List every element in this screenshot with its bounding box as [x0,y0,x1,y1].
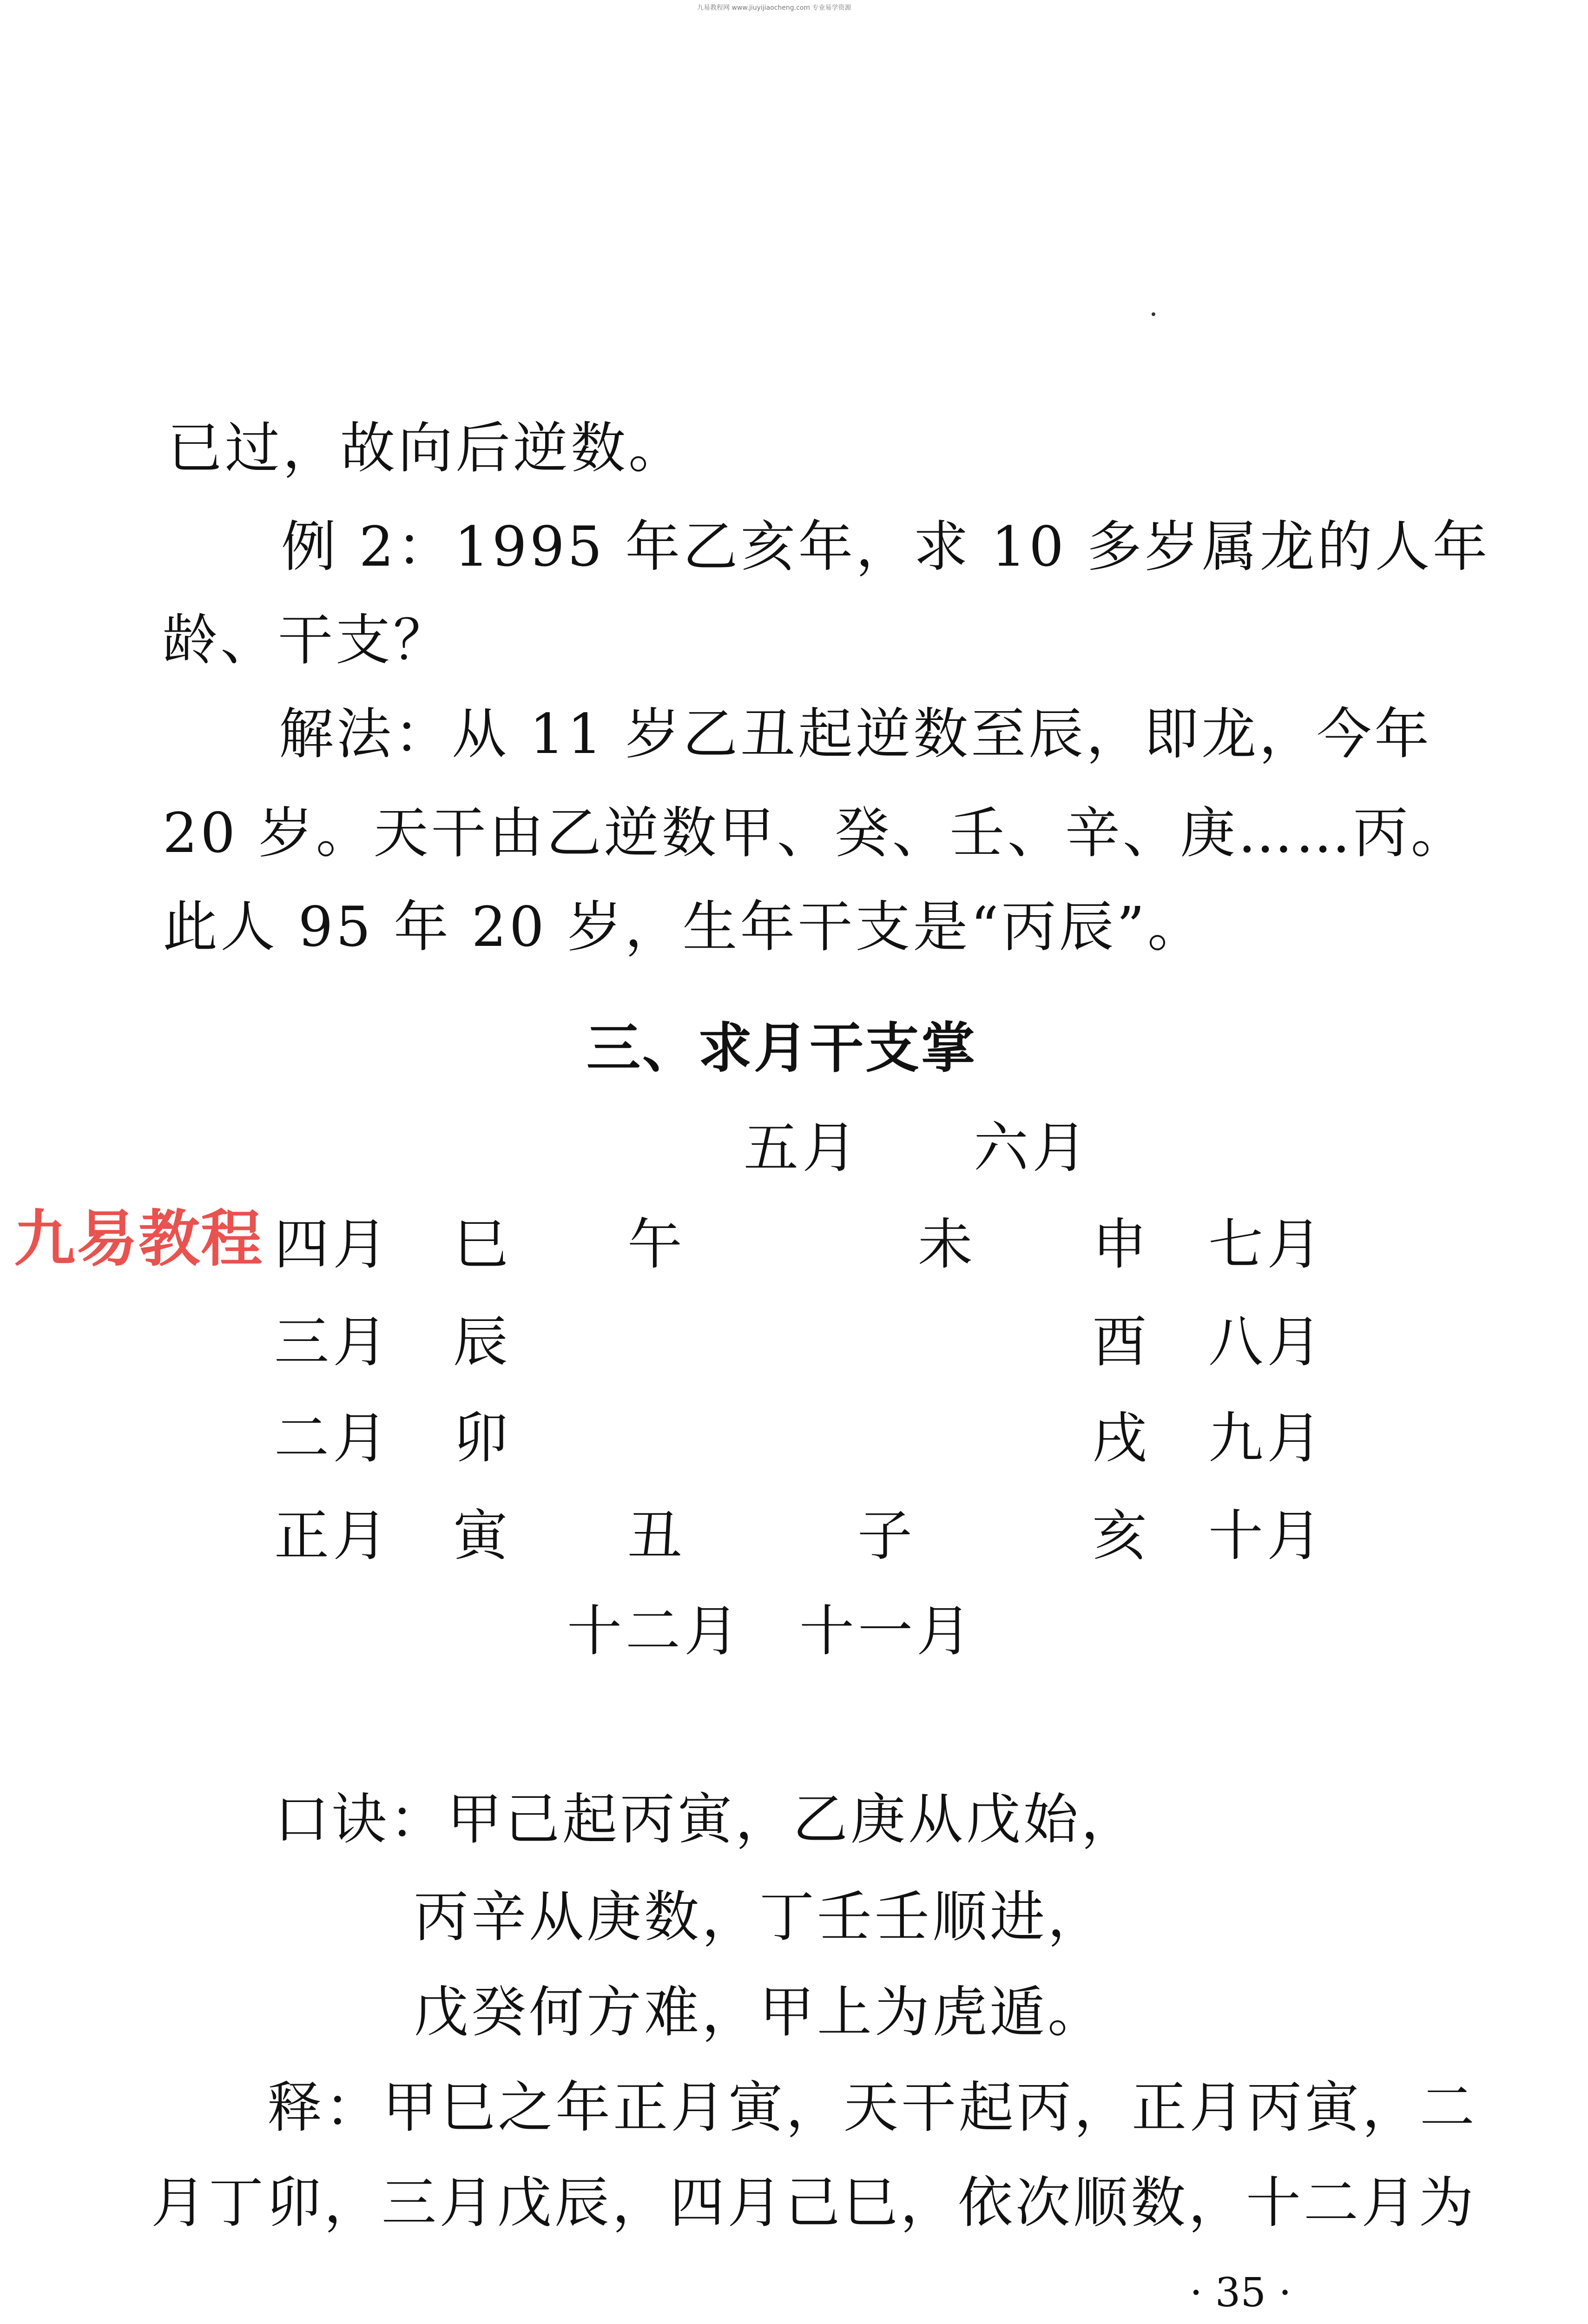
text-line: 龄、干支？ [163,608,451,672]
page-number: · 35 · [1190,2270,1291,2316]
palm-branch: 卯 [453,1406,512,1470]
palm-month-label: 十二月 [567,1599,743,1663]
palm-branch: 丑 [627,1504,686,1568]
verse-line: 口诀：甲己起丙寅，乙庚从戊始， [274,1787,1139,1851]
palm-month-label: 七月 [1208,1212,1326,1276]
palm-month-label: 三月 [274,1310,392,1374]
palm-branch: 未 [918,1212,977,1276]
text-line: 20 岁。天干由乙逆数甲、癸、壬、辛、庚……丙。 [163,801,1469,865]
text-line: 月丁卯，三月戊辰，四月己巳，依次顺数，十二月为 [151,2171,1477,2235]
palm-branch: 亥 [1092,1504,1151,1568]
palm-branch: 辰 [453,1310,512,1374]
palm-branch: 巳 [453,1212,512,1276]
palm-branch: 寅 [453,1504,512,1568]
text-line: 释：甲巳之年正月寅，天干起丙，正月丙寅，二 [267,2075,1478,2139]
palm-month-label: 二月 [274,1406,392,1470]
palm-branch: 戌 [1092,1406,1151,1470]
palm-branch: 午 [627,1212,686,1276]
palm-branch: 酉 [1092,1310,1151,1374]
palm-month-label: 四月 [274,1212,392,1276]
verse-line: 丙辛从庚数，丁壬壬顺进， [414,1885,1106,1949]
header-small-text: 九易教程网 www.jiuyijiaocheng.com 专业易学资源 [697,4,851,12]
verse-line: 戊癸何方难，甲上为虎遁。 [414,1980,1106,2044]
scan-speck [1152,312,1155,316]
palm-branch: 子 [857,1504,916,1568]
palm-month-label: 五月 [744,1116,861,1180]
palm-month-label: 八月 [1208,1310,1326,1374]
palm-month-label: 正月 [274,1504,392,1568]
watermark-logo: 九易教程 [14,1203,263,1275]
section-title: 三、求月干支掌 [586,1017,977,1080]
palm-month-label: 十月 [1208,1504,1326,1568]
text-line: 例 2：1995 年乙亥年，求 10 多岁属龙的人年 [281,515,1490,579]
palm-month-label: 九月 [1208,1406,1326,1470]
text-line: 已过，故向后逆数。 [167,416,686,480]
text-line: 解法：从 11 岁乙丑起逆数至辰，即龙，今年 [279,702,1432,766]
palm-month-label: 六月 [974,1116,1091,1180]
palm-month-label: 十一月 [799,1599,975,1663]
text-line: 此人 95 年 20 岁，生年干支是“丙辰”。 [163,895,1205,959]
palm-branch: 申 [1092,1212,1151,1276]
